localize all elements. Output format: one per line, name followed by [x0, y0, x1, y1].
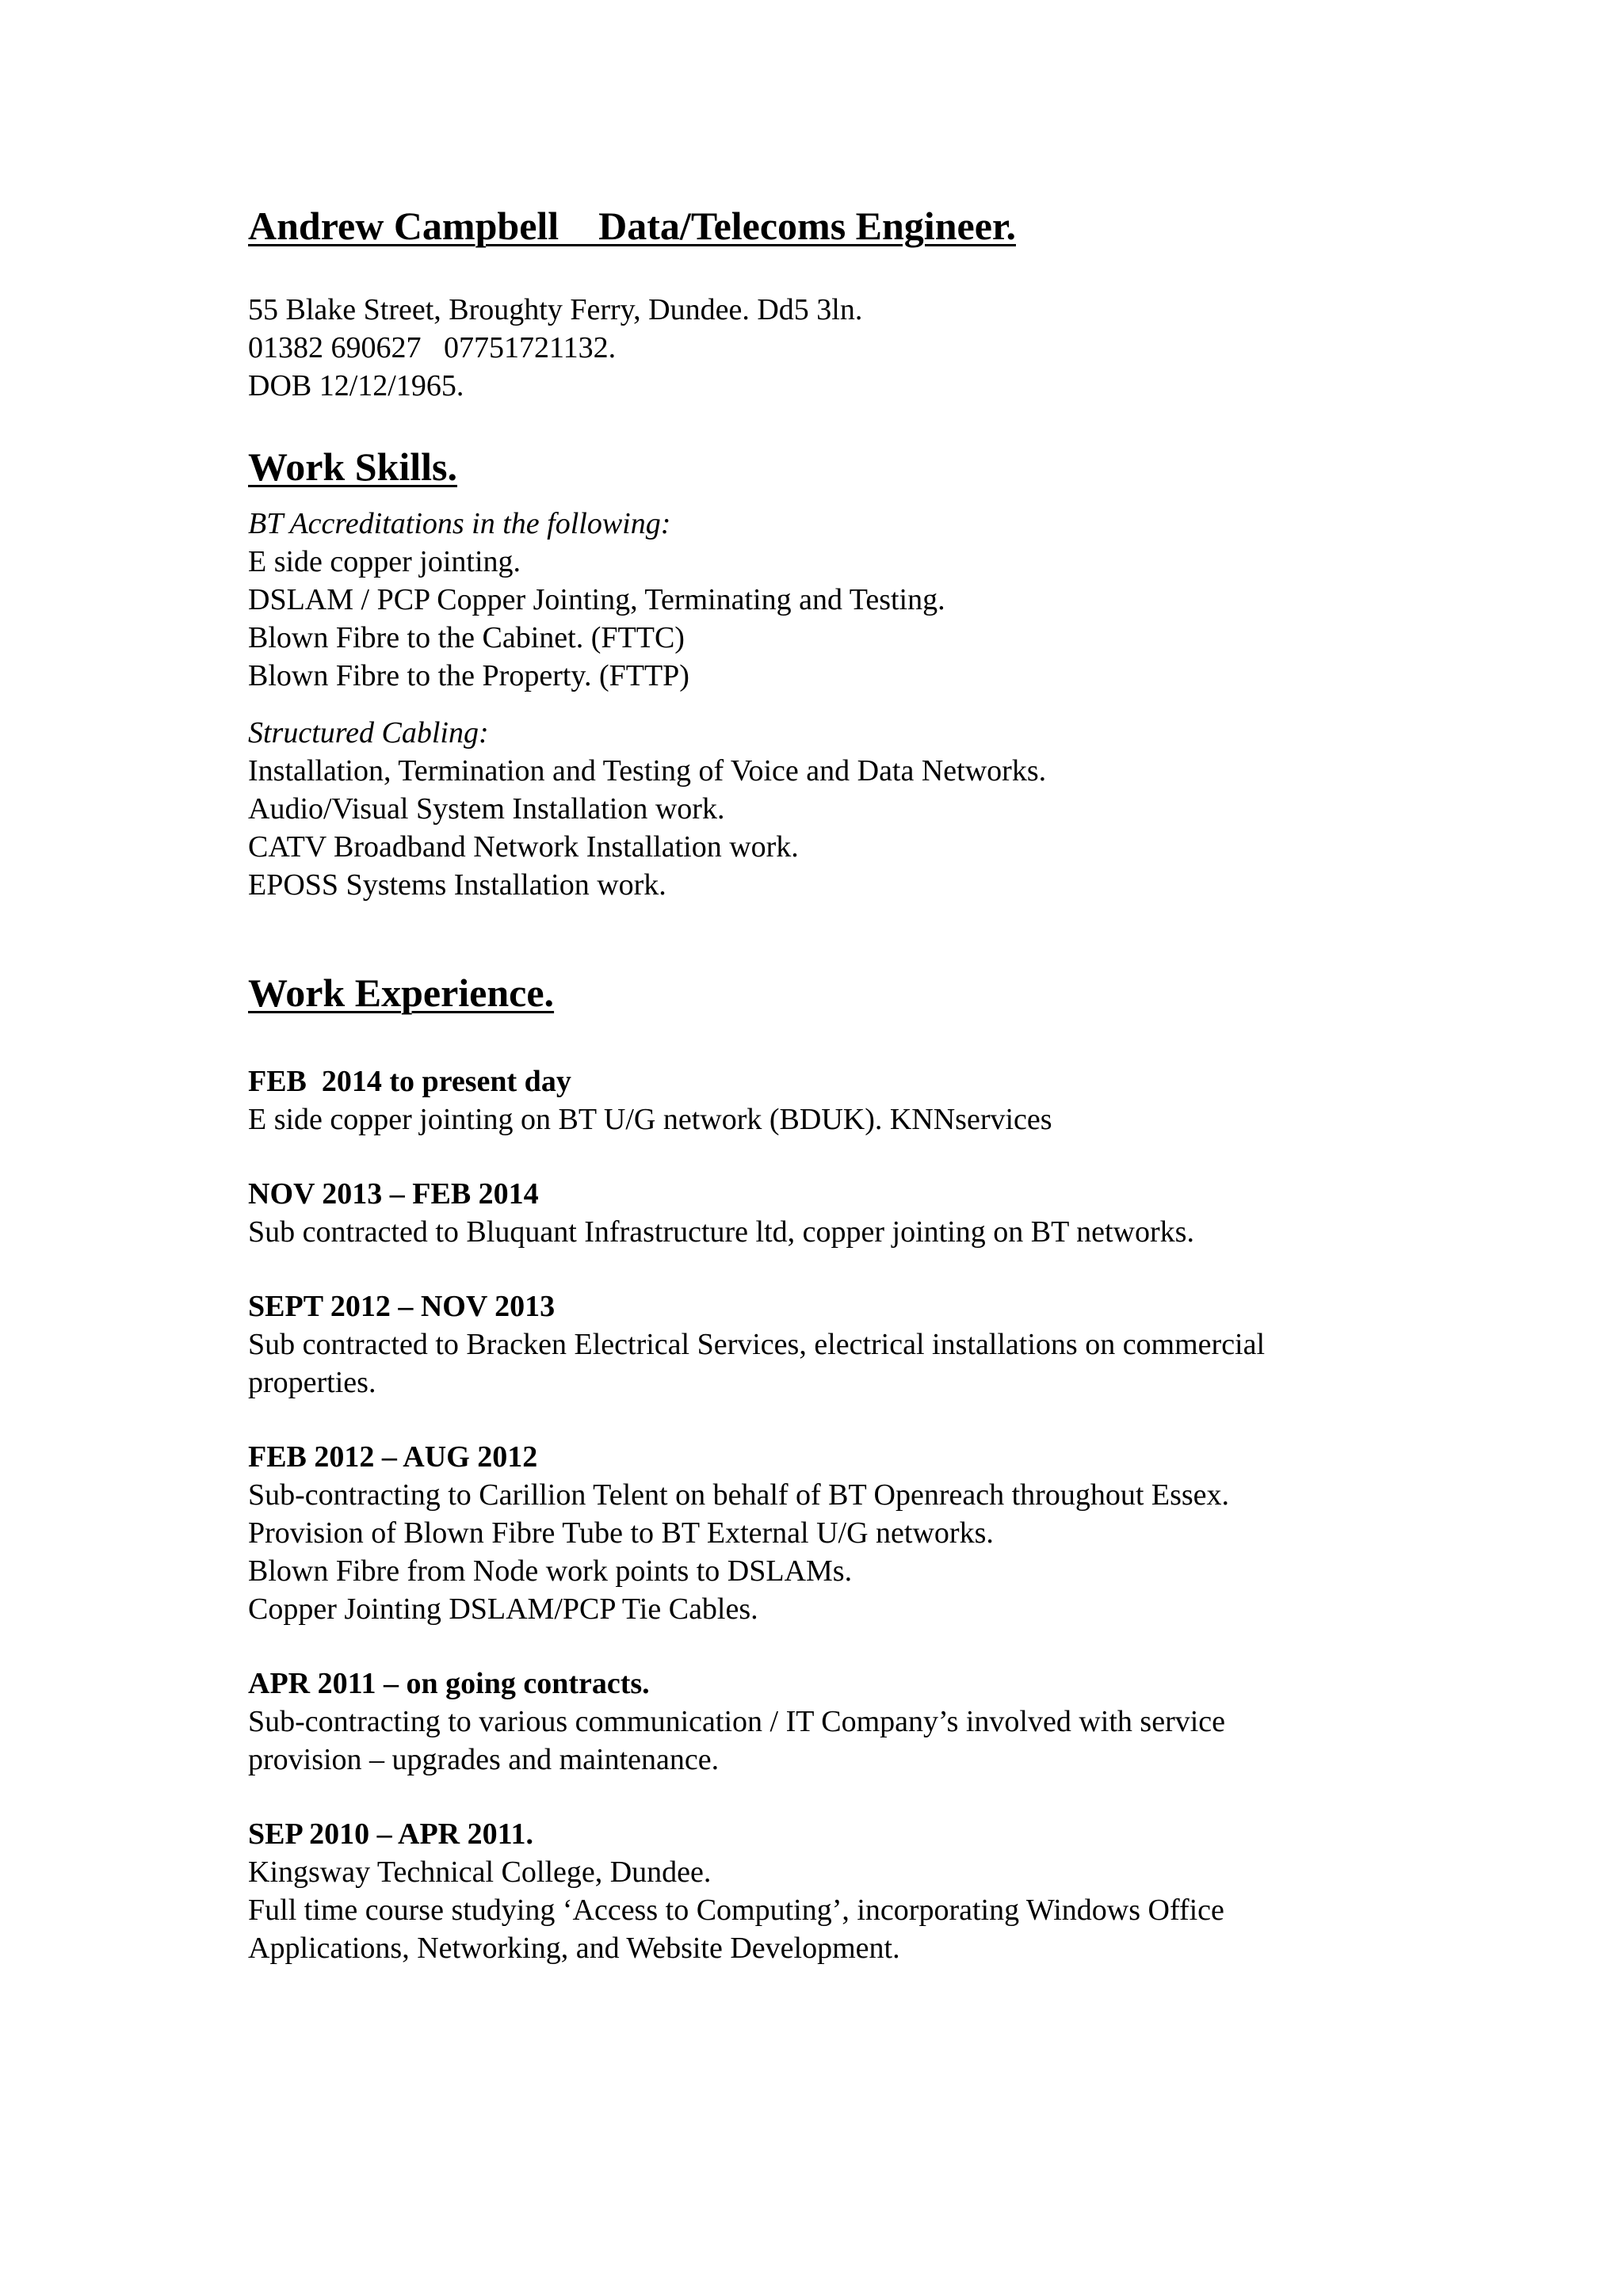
job-date: APR 2011 – on going contracts. — [248, 1667, 650, 1700]
skill-item: Blown Fibre to the Property. (FTTP) — [248, 659, 689, 692]
job-description: Sub-contracting to Carillion Telent on behalf of BT Openreach throughout Essex. — [248, 1478, 1230, 1512]
job-date: FEB 2012 – AUG 2012 — [248, 1440, 538, 1474]
job-description: Copper Jointing DSLAM/PCP Tie Cables. — [248, 1592, 758, 1626]
experience-list — [248, 1062, 1405, 1967]
job-entry — [248, 1815, 1405, 1967]
phone-line: 01382 690627 07751721132. — [248, 331, 617, 364]
work-skills-heading: Work Skills. — [248, 444, 457, 489]
job-date: NOV 2013 – FEB 2014 — [248, 1177, 539, 1211]
work-experience-heading: Work Experience. — [248, 971, 555, 1015]
skill-item: CATV Broadband Network Installation work. — [248, 830, 799, 864]
skill-item: DSLAM / PCP Copper Jointing, Terminating and Testing. — [248, 583, 945, 616]
page-title: Andrew Campbell Data/Telecoms Engineer. — [248, 204, 1016, 248]
skill-item: E side copper jointing. — [248, 545, 521, 578]
job-entry — [248, 1287, 1405, 1402]
job-entry — [248, 1062, 1405, 1138]
skill-item: EPOSS Systems Installation work. — [248, 868, 666, 902]
skill-item: Installation, Termination and Testing of Voice and Data Networks. — [248, 754, 1047, 788]
skill-item: Blown Fibre to the Cabinet. (FTTC) — [248, 621, 685, 654]
job-description: Sub contracted to Bluquant Infrastructure ltd, copper jointing on BT networks. — [248, 1215, 1194, 1249]
job-description: Provision of Blown Fibre Tube to BT External U/G networks. — [248, 1516, 994, 1550]
dob-line: DOB 12/12/1965. — [248, 369, 464, 402]
job-entry — [248, 1175, 1405, 1251]
job-entry — [248, 1665, 1405, 1779]
job-description: Full time course studying ‘Access to Computing’, incorporating Windows Office — [248, 1894, 1224, 1927]
job-description: Sub-contracting to various communication / IT Company’s involved with service — [248, 1705, 1226, 1738]
job-description: Sub contracted to Bracken Electrical Services, electrical installations on commercial — [248, 1328, 1266, 1361]
address-line: 55 Blake Street, Broughty Ferry, Dundee. Dd5 3ln. — [248, 293, 863, 326]
bt-accreditations — [248, 505, 1405, 695]
structured-cabling — [248, 714, 1405, 904]
contact-block — [248, 291, 1405, 405]
skill-item: Audio/Visual System Installation work. — [248, 792, 725, 826]
job-description: Applications, Networking, and Website Development. — [248, 1932, 900, 1965]
job-description: provision – upgrades and maintenance. — [248, 1743, 720, 1776]
cv-document — [248, 194, 1405, 1967]
job-description: properties. — [248, 1366, 376, 1399]
job-date: SEP 2010 – APR 2011. — [248, 1817, 533, 1851]
job-entry — [248, 1438, 1405, 1628]
job-description: Kingsway Technical College, Dundee. — [248, 1855, 712, 1889]
job-date: SEPT 2012 – NOV 2013 — [248, 1290, 556, 1323]
job-description: E side copper jointing on BT U/G network (BDUK). KNNservices — [248, 1103, 1052, 1136]
bt-accreditations-intro: BT Accreditations in the following: — [248, 507, 671, 540]
structured-cabling-intro: Structured Cabling: — [248, 716, 489, 749]
job-description: Blown Fibre from Node work points to DSLAMs. — [248, 1554, 853, 1588]
job-date: FEB 2014 to present day — [248, 1065, 571, 1098]
